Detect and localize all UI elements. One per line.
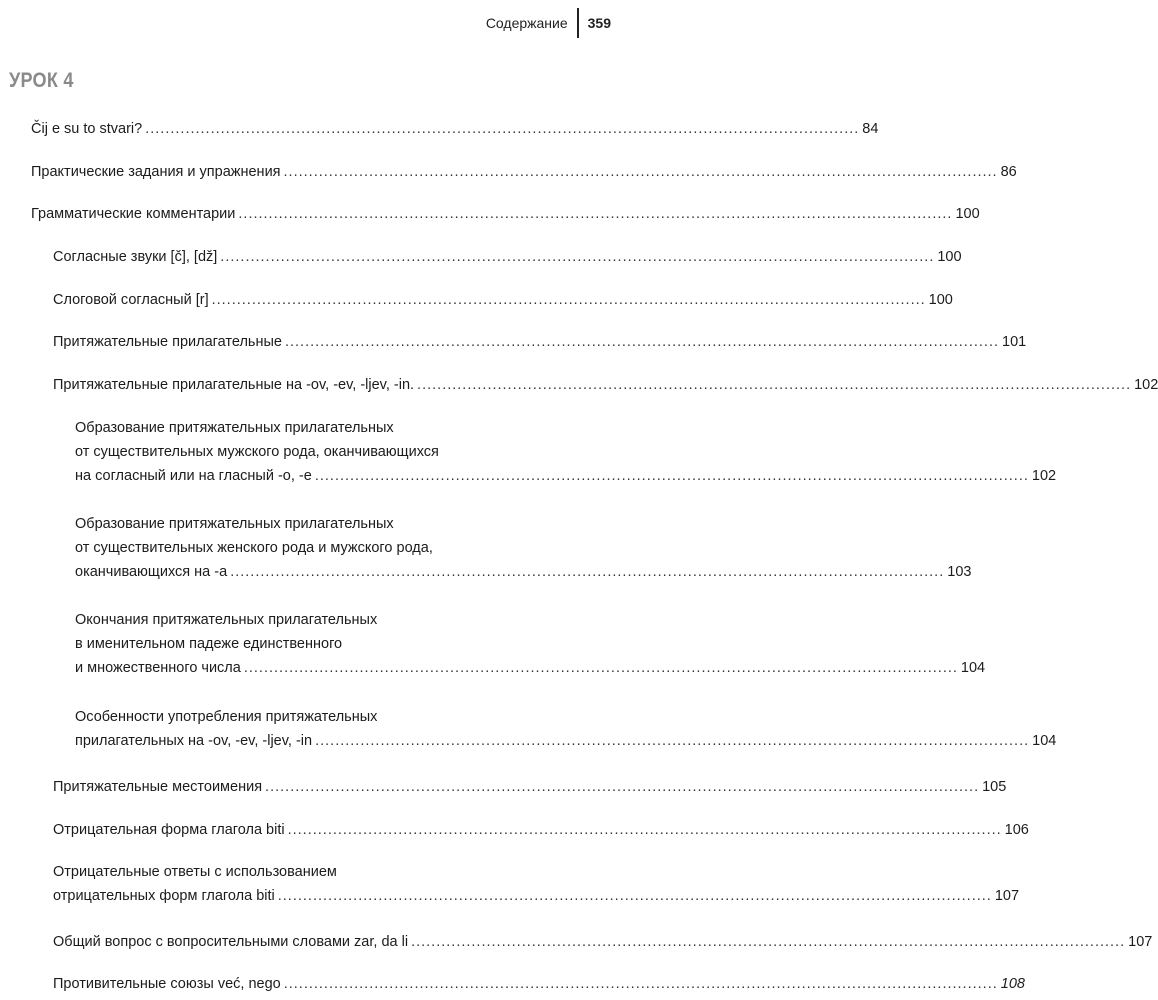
toc-entry-title-line: на согласный или на гласный -о, -е [75,468,312,484]
toc-entry[interactable] [53,972,1025,996]
toc-entry[interactable] [53,818,1029,842]
toc-entry-title: Отрицательная форма глагола biti [53,822,285,838]
toc-entry-title-line: Окончания притяжательных прилагательных [75,612,378,628]
toc-entry-title: Притяжательные прилагательные [53,334,282,350]
dot-leader: .............................................................................................................................................. [411,934,1126,950]
toc-entry-page: 102 [1031,468,1057,484]
toc-entry[interactable] [75,512,972,584]
dot-leader: .............................................................................................................................................. [243,660,958,676]
toc-entry-page: 106 [1004,822,1029,838]
dot-leader: .............................................................................................................................................. [265,779,980,795]
toc-entry[interactable] [53,245,962,269]
dot-leader: .............................................................................................................................................. [283,976,998,992]
toc-entry[interactable] [75,608,986,680]
toc-entry-title: Притяжательные прилагательные на -ov, -ev, -ljev, -in. [53,377,415,393]
toc-entry[interactable] [53,288,953,312]
toc-entry-page: 101 [1002,334,1027,350]
running-header-section: Содержание [485,15,568,31]
toc-entry-title: Практические задания и упражнения [31,164,281,180]
dot-leader: .............................................................................................................................................. [238,206,953,222]
toc-entry[interactable] [31,202,980,226]
toc-entry-page: 102 [1134,377,1158,393]
toc-entry-title-line: Отрицательные ответы с использованием [53,864,337,880]
toc-entry-title: Общий вопрос с вопросительными словами zar, da li [53,934,409,950]
toc-entry-title-line: Особенности употребления притяжательных [75,709,378,725]
toc-entry-page: 84 [862,121,879,137]
toc-entry-page: 104 [960,660,986,676]
toc-entry-page: 100 [937,249,962,265]
toc-entry-title-line: в именительном падеже единственного [75,636,343,652]
toc-entry-title: Противительные союзы već, nego [53,976,281,992]
toc-entry-page: 108 [1000,976,1025,992]
toc-entry-title: Притяжательные местоимения [53,779,263,795]
lesson-title: УРОК 4 [9,69,74,92]
toc-entry-page: 103 [947,564,972,580]
toc-entry-title-line: прилагательных на -ov, -ev, -ljev, -in [75,733,313,749]
toc-entry[interactable] [53,775,1007,799]
toc-entry[interactable] [75,416,1057,488]
dot-leader: .............................................................................................................................................. [417,377,1132,393]
toc-entry[interactable] [53,860,1020,908]
toc-entry-title-line: оканчивающихся на -а [75,564,228,580]
toc-entry[interactable] [31,160,1017,184]
dot-leader: .............................................................................................................................................. [145,121,860,137]
toc-entry[interactable] [53,373,1158,397]
toc-entry-page: 107 [994,888,1020,904]
dot-leader: .............................................................................................................................................. [283,164,998,180]
toc-entry-title-line: Образование притяжательных прилагательных [75,516,394,532]
toc-entry-title-line: Образование притяжательных прилагательных [75,420,394,436]
dot-leader: .............................................................................................................................................. [220,249,935,265]
toc-entry-title: Согласные звуки [č], [dž] [53,249,218,265]
toc-entry-page: 107 [1128,934,1153,950]
dot-leader: .............................................................................................................................................. [287,822,1002,838]
toc-entry-title: Слоговой согласный [r] [53,292,209,308]
toc-entry-page: 86 [1000,164,1017,180]
toc-entry[interactable] [53,330,1027,354]
toc-entry-title: Čij e su to stvari? [31,121,143,137]
dot-leader: .............................................................................................................................................. [211,292,926,308]
toc-entry[interactable] [53,930,1153,954]
page-number: 359 [587,15,611,31]
toc-entry-page: 104 [1032,733,1057,749]
toc-entry-title-line: и множественного числа [75,660,241,676]
dot-leader: .............................................................................................................................................. [315,733,1030,749]
toc-entry[interactable] [31,117,879,141]
dot-leader: .............................................................................................................................................. [284,334,1000,350]
toc-entry-title-line: отрицательных форм глагола biti [53,888,275,904]
header-divider [577,8,579,38]
dot-leader: .............................................................................................................................................. [314,468,1029,484]
running-header [486,8,611,38]
toc-entry-title: Грамматические комментарии [31,206,236,222]
dot-leader: .............................................................................................................................................. [277,888,992,904]
toc-entry-page: 105 [982,779,1007,795]
toc-entry-page: 100 [928,292,953,308]
toc-entry-title-line: от существительных женского рода и мужского рода, [75,540,433,556]
dot-leader: .............................................................................................................................................. [230,564,945,580]
toc-entry-title-line: от существительных мужского рода, оканчивающихся [75,444,439,460]
toc-entry-page: 100 [955,206,980,222]
toc-entry[interactable] [75,705,1057,753]
